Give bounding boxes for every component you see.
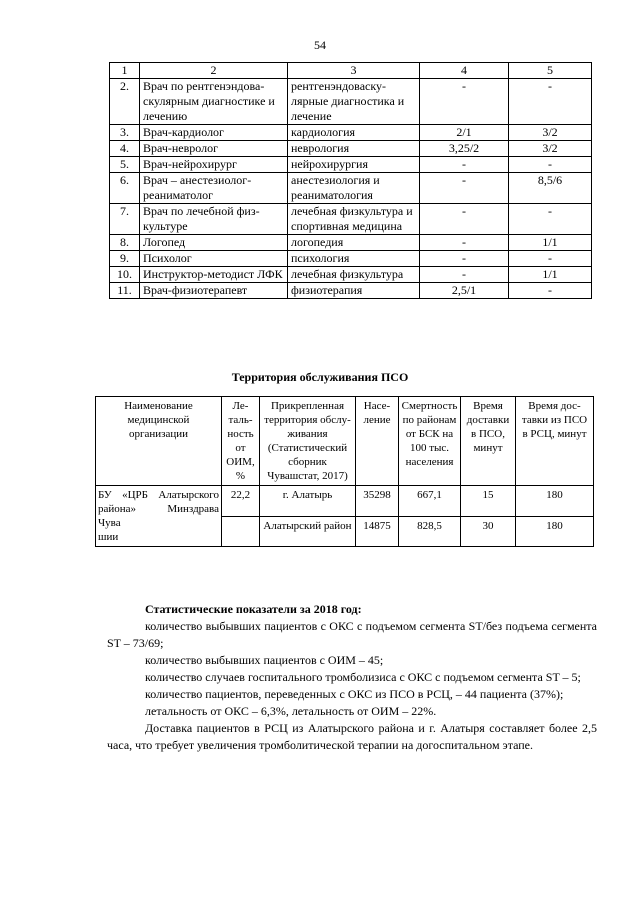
value-cell: 8,5/6 <box>509 173 592 204</box>
header-cell: Летальность от ОИМ, % <box>222 397 260 486</box>
header-cell: Наименование медицинской организации <box>96 397 222 486</box>
value-cell: - <box>420 267 509 283</box>
territory-title: Территория обслуживания ПСО <box>231 370 409 384</box>
position-cell: Врач – анестезиолог-реаниматолог <box>140 173 288 204</box>
population-cell: 14875 <box>356 516 399 547</box>
mortality-cell: 828,5 <box>399 516 461 547</box>
statistics-heading: Статистические показатели за 2018 год: <box>145 602 362 616</box>
table-row <box>110 283 592 299</box>
header-cell: Смертность по районам от БСК на 100 тыс. населения <box>399 397 461 486</box>
table-row <box>110 204 592 235</box>
time-pso-cell: 15 <box>461 486 516 517</box>
row-number: 5. <box>110 157 140 173</box>
header-cell: Время доставки в ПСО, минут <box>461 397 516 486</box>
value-cell: 3/2 <box>509 125 592 141</box>
header-cell: 4 <box>420 63 509 79</box>
table-row <box>110 235 592 251</box>
specialty-cell: лечебная физкультура и спортивная медицина <box>288 204 420 235</box>
time-pso-cell: 30 <box>461 516 516 547</box>
row-number: 10. <box>110 267 140 283</box>
header-cell: 1 <box>110 63 140 79</box>
position-cell: Врач по рентгенэндоваскулярным диагностике и лечению <box>140 79 288 125</box>
value-cell: - <box>420 79 509 125</box>
specialty-cell: психология <box>288 251 420 267</box>
position-cell: Врач-нейрохирург <box>140 157 288 173</box>
row-number: 7. <box>110 204 140 235</box>
statistics-paragraph: количество выбывших пациентов с ОКС с подъемом сегмента ST/без подъема сегмента ST – 73/69; <box>107 619 597 650</box>
header-cell: Прикрепленная территория обслуживания (Статистический сборник Чувашстат, 2017) <box>260 397 356 486</box>
position-cell: Врач-физиотерапевт <box>140 283 288 299</box>
table-header-row <box>110 63 592 79</box>
specialty-cell: логопедия <box>288 235 420 251</box>
time-rsc-cell: 180 <box>516 486 594 517</box>
lethality-cell: 22,2 <box>222 486 260 517</box>
value-cell: 1/1 <box>509 267 592 283</box>
value-cell: 3/2 <box>509 141 592 157</box>
row-number: 9. <box>110 251 140 267</box>
specialty-cell: лечебная физкультура <box>288 267 420 283</box>
statistics-paragraph: количество пациентов, переведенных с ОКС из ПСО в РСЦ, – 44 пациента (37%); <box>145 687 564 701</box>
value-cell: - <box>420 204 509 235</box>
value-cell: - <box>509 79 592 125</box>
empty-cell <box>222 516 260 547</box>
statistics-paragraph: Доставка пациентов в РСЦ из Алатырского района и г. Алатыря составляет более 2,5 часа, что требует увеличения тромболитической терапии на догоспитальном этапе. <box>107 721 597 752</box>
table-header-row <box>96 397 594 486</box>
table-row <box>110 157 592 173</box>
row-number: 8. <box>110 235 140 251</box>
value-cell: - <box>509 157 592 173</box>
organization-name-end: шии <box>98 531 119 543</box>
territory-cell: Алатырский район <box>260 516 356 547</box>
territory-table <box>95 396 594 547</box>
value-cell: - <box>420 251 509 267</box>
header-cell: 2 <box>140 63 288 79</box>
position-cell: Врач-невролог <box>140 141 288 157</box>
territory-cell: г. Алатырь <box>260 486 356 517</box>
organization-name: БУ «ЦРБ Алатырского района» Минздрава Чува <box>98 489 219 529</box>
value-cell: - <box>420 157 509 173</box>
mortality-cell: 667,1 <box>399 486 461 517</box>
row-number: 2. <box>110 79 140 125</box>
table-row <box>110 251 592 267</box>
row-number: 6. <box>110 173 140 204</box>
specialty-cell: нейрохирургия <box>288 157 420 173</box>
position-cell: Инструктор-методист ЛФК <box>140 267 288 283</box>
value-cell: 3,25/2 <box>420 141 509 157</box>
value-cell: - <box>509 251 592 267</box>
specialty-cell: кардиология <box>288 125 420 141</box>
table-row <box>110 141 592 157</box>
statistics-paragraph: летальность от ОКС – 6,3%, летальность от ОИМ – 22%. <box>145 704 437 718</box>
header-cell: 3 <box>288 63 420 79</box>
row-number: 11. <box>110 283 140 299</box>
specialty-cell: физиотерапия <box>288 283 420 299</box>
table-row <box>110 173 592 204</box>
statistics-paragraph: количество выбывших пациентов с ОИМ – 45; <box>145 653 384 667</box>
table-row <box>110 79 592 125</box>
position-cell: Логопед <box>140 235 288 251</box>
staff-table <box>109 62 592 299</box>
specialty-cell: неврология <box>288 141 420 157</box>
value-cell: - <box>509 283 592 299</box>
row-number: 4. <box>110 141 140 157</box>
value-cell: 2/1 <box>420 125 509 141</box>
row-number: 3. <box>110 125 140 141</box>
value-cell: - <box>509 204 592 235</box>
header-cell: Население <box>356 397 399 486</box>
position-cell: Врач по лечебной физкультуре <box>140 204 288 235</box>
specialty-cell: анестезиология и реаниматология <box>288 173 420 204</box>
page-number: 54 <box>314 38 326 52</box>
position-cell: Врач-кардиолог <box>140 125 288 141</box>
position-cell: Психолог <box>140 251 288 267</box>
table-row <box>110 267 592 283</box>
specialty-cell: рентгенэндоваскулярные диагностика и лечение <box>288 79 420 125</box>
value-cell: - <box>420 235 509 251</box>
value-cell: - <box>420 173 509 204</box>
table-row <box>110 125 592 141</box>
value-cell: 2,5/1 <box>420 283 509 299</box>
header-cell: Время доставки из ПСО в РСЦ, минут <box>516 397 594 486</box>
statistics-paragraph: количество случаев госпитального тромболизиса с ОКС с подъемом сегмента ST – 5; <box>145 670 581 684</box>
statistics-section <box>107 601 597 754</box>
table-row <box>96 486 594 517</box>
header-cell: 5 <box>509 63 592 79</box>
population-cell: 35298 <box>356 486 399 517</box>
organization-cell <box>96 486 222 547</box>
value-cell: 1/1 <box>509 235 592 251</box>
time-rsc-cell: 180 <box>516 516 594 547</box>
